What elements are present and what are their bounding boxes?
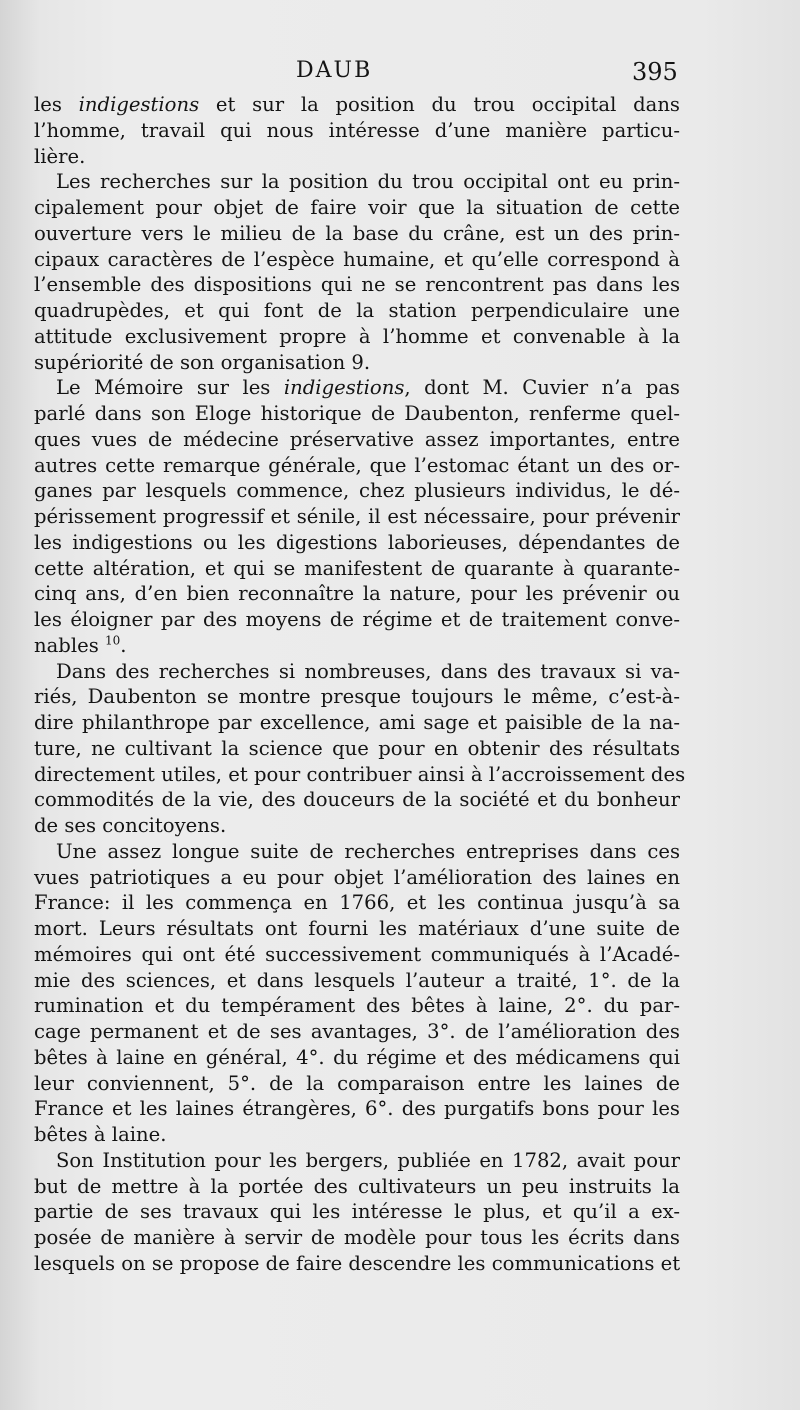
footnote-marker: 10: [105, 633, 121, 648]
text-run: Son Institution pour les bergers, publiée en 1782, avait pour: [56, 1148, 680, 1172]
text-run: autres cette remarque générale, que l’estomac étant un des or-: [34, 453, 680, 477]
paragraph: [34, 92, 680, 169]
text-line: [34, 1225, 680, 1251]
paragraph: [34, 375, 680, 658]
running-head-title: DAUB: [296, 58, 373, 83]
text-run: de ses concitoyens.: [34, 814, 227, 837]
text-run: l’homme, travail qui nous intéresse d’une manière particu-: [34, 118, 680, 142]
text-run: les éloigner par des moyens de régime et de traitement conve-: [34, 608, 680, 631]
text-line: [34, 581, 680, 607]
text-line: [34, 736, 680, 762]
text-line: [34, 993, 680, 1019]
italic-run: indigestions: [78, 93, 200, 116]
paragraph: [34, 1148, 680, 1277]
text-run: supériorité de son organisation 9.: [34, 350, 371, 374]
text-run: .: [120, 633, 127, 657]
text-run: commodités de la vie, des douceurs de la société et du bonheur: [34, 788, 680, 812]
paragraph: [34, 169, 680, 375]
text-line: [34, 144, 680, 170]
text-run: bêtes à laine.: [34, 1123, 167, 1146]
text-line: [34, 1251, 680, 1277]
italic-run: indigestions: [283, 376, 405, 400]
text-run: cinq ans, d’en bien reconnaître la nature, pour les prévenir ou: [34, 582, 680, 606]
text-line: [34, 427, 680, 453]
text-line: [34, 1096, 680, 1122]
text-run: parlé dans son Eloge historique de Daubenton, renferme quel-: [34, 402, 680, 425]
text-run: l’ensemble des dispositions qui ne se rencontrent pas dans les: [34, 273, 680, 297]
text-run: dire philanthrope par excellence, ami sage et paisible de la na-: [34, 711, 680, 734]
text-line: [34, 478, 680, 504]
text-run: Une assez longue suite de recherches entreprises dans ces: [56, 839, 680, 863]
text-run: cette altération, et qui se manifestent de quarante à quarante-: [34, 556, 680, 580]
text-line: [34, 298, 680, 324]
text-line: [34, 813, 680, 839]
text-run: ques vues de médecine préservative assez importantes, entre: [34, 427, 680, 451]
text-run: posée de manière à servir de modèle pour tous les écrits dans: [34, 1226, 680, 1249]
text-line: [34, 92, 680, 118]
text-line: [34, 1045, 680, 1071]
text-run: mort. Leurs résultats ont fourni les matériaux d’une suite de: [34, 917, 680, 940]
text-run: quadrupèdes, et qui font de la station perpendiculaire une: [34, 299, 680, 322]
text-run: cipalement pour objet de faire voir que la situation de cette: [34, 196, 680, 219]
text-line: [34, 1122, 680, 1148]
text-line: [34, 684, 680, 710]
text-line: [34, 787, 680, 813]
text-line: [34, 375, 680, 401]
text-run: cage permanent et de ses avantages, 3°. de l’amélioration des: [34, 1020, 680, 1043]
text-line: [34, 169, 680, 195]
text-run: bêtes à laine en général, 4°. du régime et des médicamens qui: [34, 1045, 680, 1069]
text-line: [34, 556, 680, 582]
text-run: et sur la position du trou occipital dans: [199, 93, 680, 116]
text-run: France et les laines étrangères, 6°. des purgatifs bons pour les: [34, 1097, 680, 1121]
text-run: vues patriotiques a eu pour objet l’amélioration des laines en: [34, 865, 680, 889]
text-line: [34, 453, 680, 479]
text-run: périssement progressif et sénile, il est nécessaire, pour prévenir: [34, 505, 680, 528]
text-line: [34, 1199, 680, 1225]
text-line: [34, 118, 680, 144]
text-line: [34, 272, 680, 298]
text-line: [34, 659, 680, 685]
text-line: [34, 968, 680, 994]
page-number: 395: [632, 58, 678, 86]
text-line: [34, 1174, 680, 1200]
text-run: Dans des recherches si nombreuses, dans des travaux si va-: [56, 659, 680, 683]
text-run: lesquels on se propose de faire descendre les communications et: [34, 1251, 681, 1275]
paragraph: [34, 839, 680, 1148]
text-run: ganes par lesquels commence, chez plusieurs individus, le dé-: [34, 479, 680, 503]
text-line: [34, 247, 680, 273]
text-run: nables: [34, 633, 105, 657]
text-line: [34, 1071, 680, 1097]
text-line: [34, 865, 680, 891]
text-run: France: il les commença en 1766, et les continua jusqu’à sa: [34, 891, 680, 915]
text-line: [34, 350, 680, 376]
text-run: rumination et du tempérament des bêtes à laine, 2°. du par-: [34, 994, 680, 1018]
text-run: cipaux caractères de l’espèce humaine, et qu’elle correspond à: [34, 247, 680, 271]
text-line: [34, 195, 680, 221]
text-line: [34, 607, 680, 633]
text-run: attitude exclusivement propre à l’homme et convenable à la: [34, 324, 680, 348]
text-run: leur conviennent, 5°. de la comparaison entre les laines de: [34, 1071, 680, 1095]
text-line: [34, 401, 680, 427]
running-head: [0, 58, 800, 94]
text-line: [34, 633, 680, 659]
text-run: ouverture vers le milieu de la base du crâne, est un des prin-: [34, 221, 680, 245]
text-run: , dont M. Cuvier n’a pas: [404, 376, 680, 400]
text-run: mie des sciences, et dans lesquels l’auteur a traité, 1°. de la: [34, 968, 680, 992]
text-run: mémoires qui ont été successivement communiqués à l’Acadé-: [34, 942, 680, 966]
text-line: [34, 1019, 680, 1045]
text-run: but de mettre à la portée des cultivateurs un peu instruits la: [34, 1174, 680, 1198]
text-line: [34, 942, 680, 968]
text-line: [34, 1148, 680, 1174]
text-run: lière.: [34, 144, 86, 168]
text-line: [34, 710, 680, 736]
text-run: directement utiles, et pour contribuer ainsi à l’accroissement des: [34, 762, 686, 786]
text-line: [34, 530, 680, 556]
text-run: les: [34, 93, 79, 116]
text-line: [34, 221, 680, 247]
body-text: [34, 92, 686, 1277]
text-run: les indigestions ou les digestions laborieuses, dépendantes de: [34, 530, 680, 554]
text-run: riés, Daubenton se montre presque toujours le même, c’est-à-: [34, 685, 680, 709]
text-run: Le Mémoire sur les: [56, 376, 284, 400]
text-run: Les recherches sur la position du trou occipital ont eu prin-: [56, 170, 680, 194]
text-run: partie de ses travaux qui les intéresse le plus, et qu’il a ex-: [34, 1200, 680, 1224]
text-line: [34, 890, 680, 916]
text-run: ture, ne cultivant la science que pour en obtenir des résultats: [34, 736, 680, 760]
paragraph: [34, 659, 686, 839]
text-line: [34, 324, 680, 350]
text-line: [34, 504, 680, 530]
text-line: [34, 762, 686, 788]
text-line: [34, 839, 680, 865]
text-line: [34, 916, 680, 942]
